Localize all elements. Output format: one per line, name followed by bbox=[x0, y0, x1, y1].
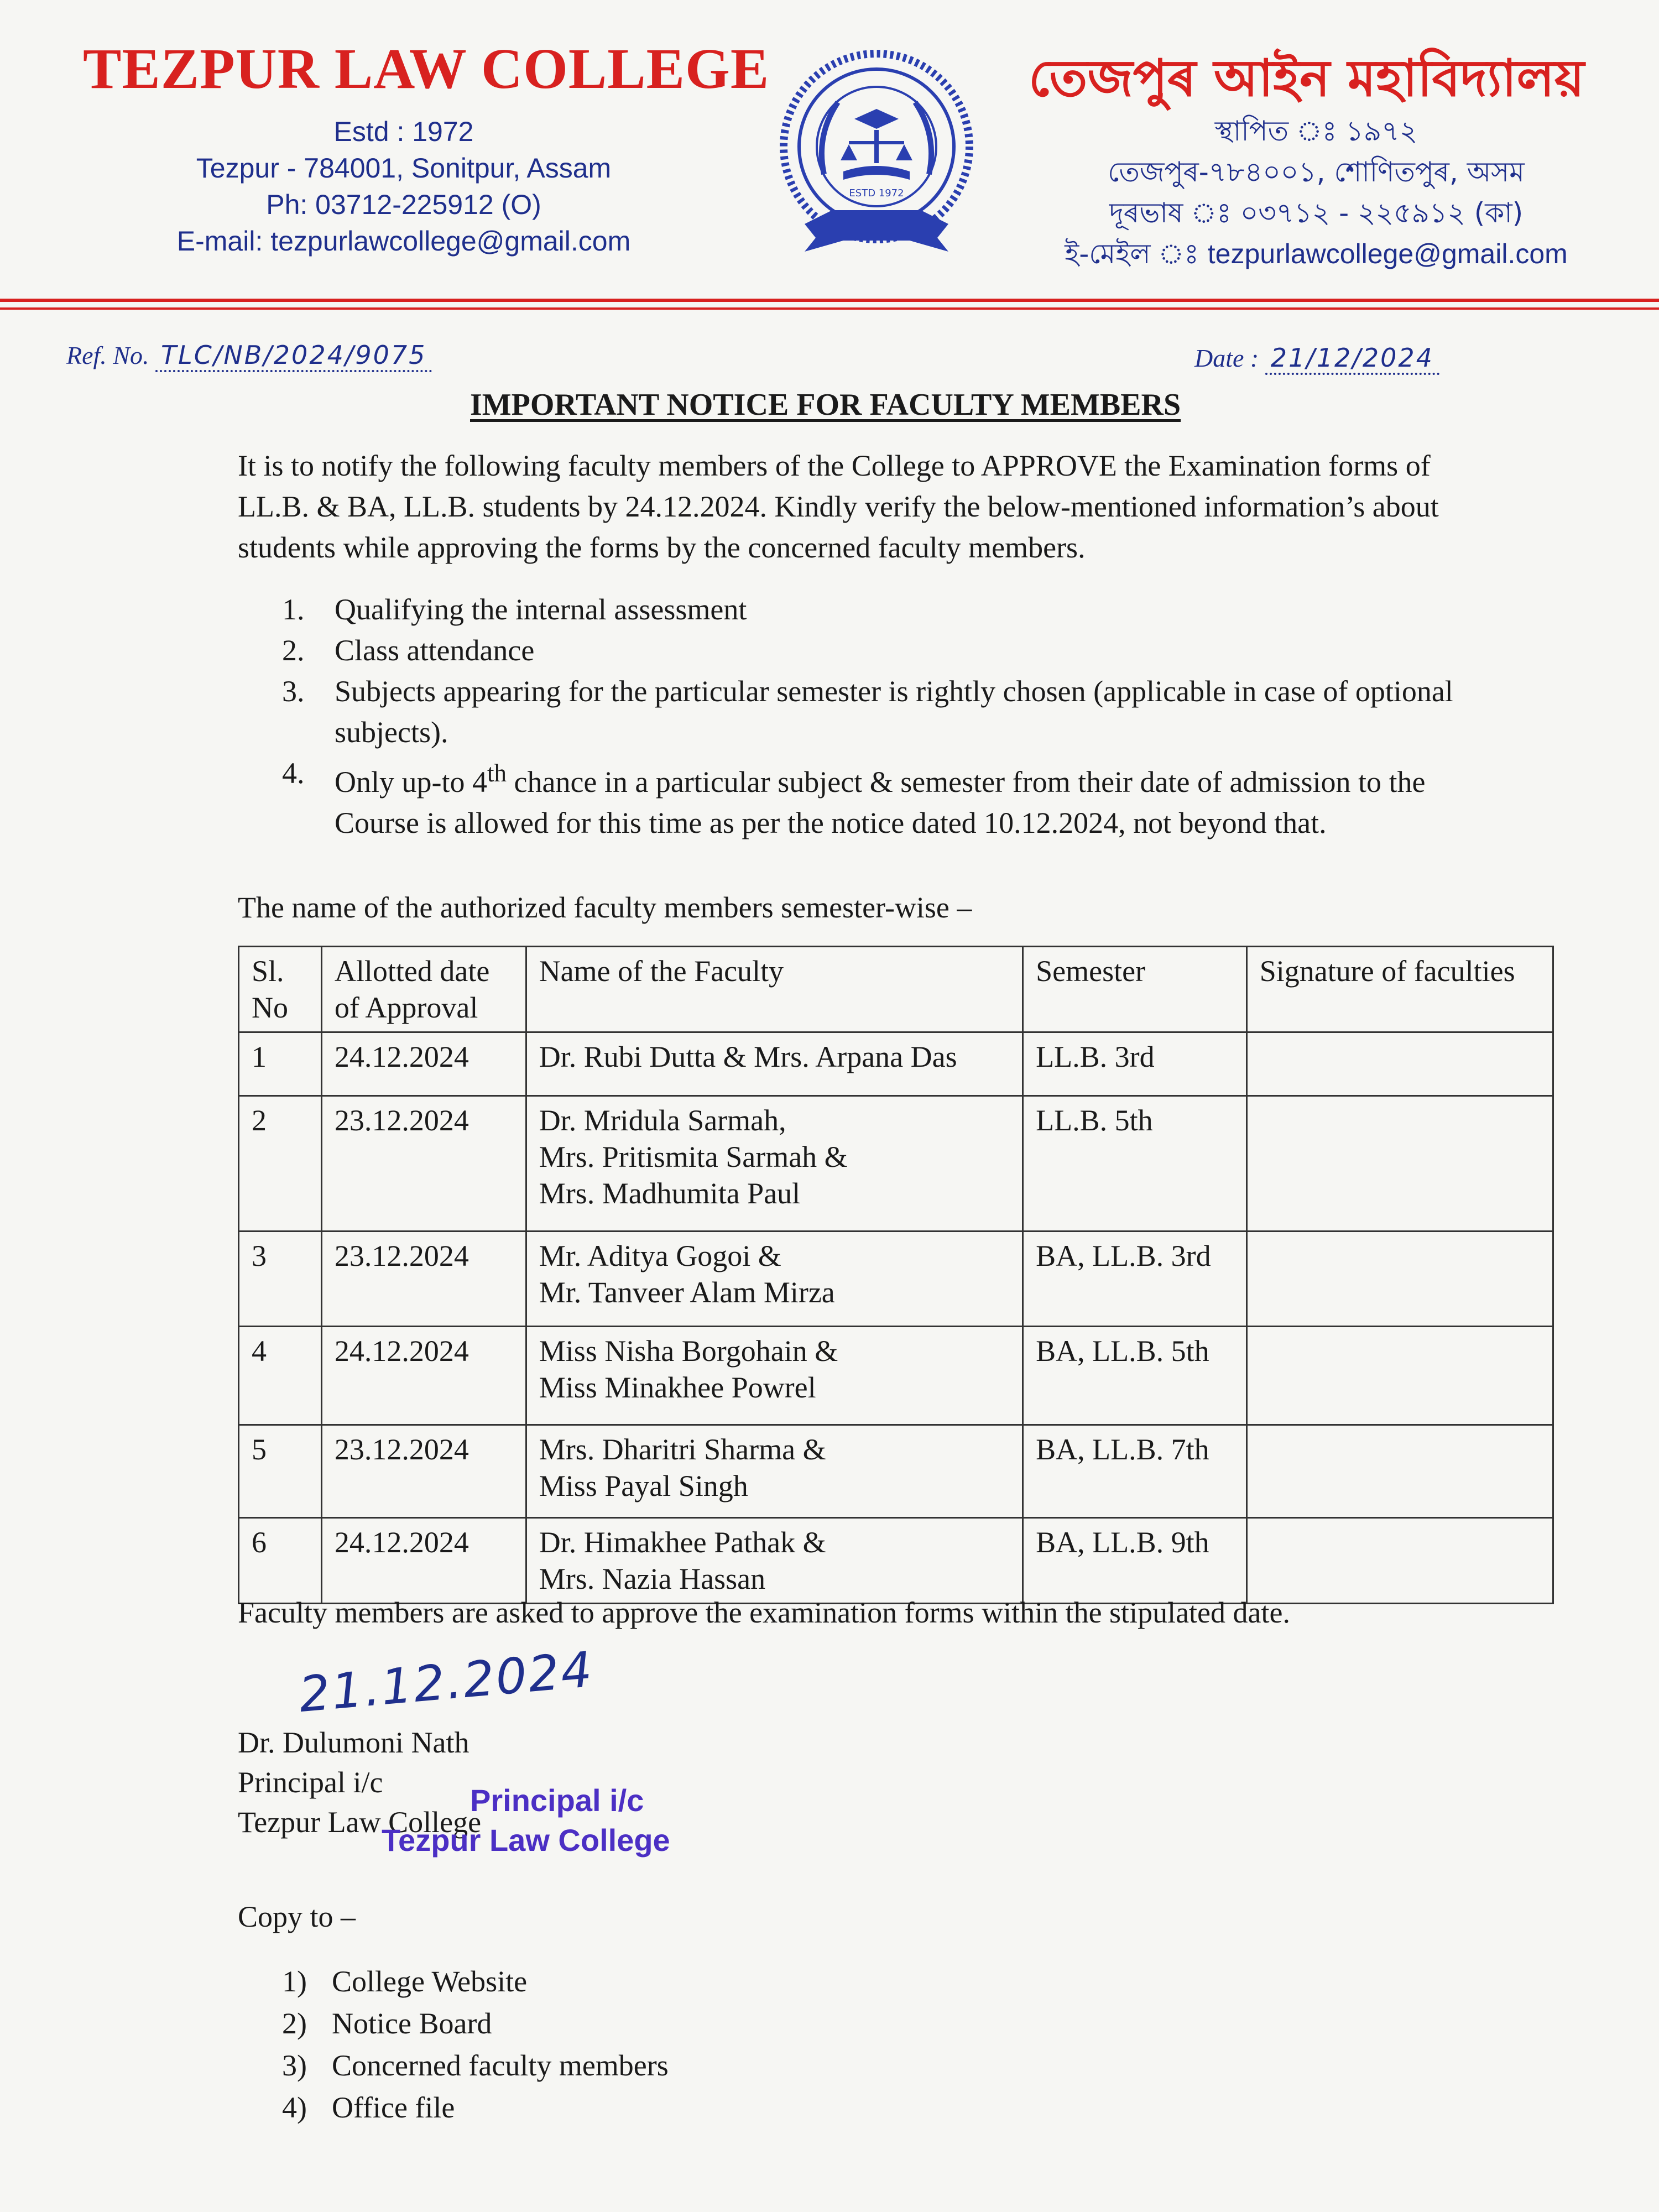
signatory-title: Principal i/c bbox=[238, 1766, 383, 1799]
list-item: 2) Notice Board bbox=[282, 2007, 492, 2040]
table-row: 2 23.12.2024 Dr. Mridula Sarmah, Mrs. Pritismita Sarmah & Mrs. Madhumita Paul LL.B. 5th bbox=[239, 1096, 1553, 1232]
estd-assamese: স্থাপিত ঃ ১৯৭২ bbox=[1214, 115, 1418, 147]
copy-to-list bbox=[282, 1960, 669, 2128]
signature-date-handwritten: 21.12.2024 bbox=[296, 1640, 596, 1724]
col-semester: Semester bbox=[1023, 947, 1247, 1032]
col-allotted-date: Allotted date of Approval bbox=[321, 947, 526, 1032]
list-item: 1) College Website bbox=[282, 1965, 528, 1998]
signatory-org: Tezpur Law College bbox=[238, 1806, 482, 1839]
col-faculty-name: Name of the Faculty bbox=[526, 947, 1022, 1032]
list-item: 2. Class attendance bbox=[282, 634, 535, 667]
college-seal-icon bbox=[771, 47, 982, 268]
college-name-english: TEZPUR LAW COLLEGE bbox=[83, 37, 770, 101]
ref-value: TLC/NB/2024/9075 bbox=[155, 340, 432, 372]
email-assamese bbox=[1040, 233, 1593, 274]
date-value: 21/12/2024 bbox=[1265, 343, 1439, 375]
email-english: E-mail: tezpurlawcollege@gmail.com bbox=[176, 226, 631, 257]
table-row: 6 24.12.2024 Dr. Himakhee Pathak & Mrs. Nazia Hassan BA, LL.B. 9th bbox=[239, 1518, 1553, 1604]
address-english: Tezpur - 784001, Sonitpur, Assam bbox=[196, 153, 612, 184]
table-row: 3 23.12.2024 Mr. Aditya Gogoi & Mr. Tanveer Alam Mirza BA, LL.B. 3rd bbox=[239, 1232, 1553, 1327]
list-item: 1. Qualifying the internal assessment bbox=[282, 593, 747, 626]
estd-english: Estd : 1972 bbox=[333, 116, 474, 147]
signatory-name: Dr. Dulumoni Nath bbox=[238, 1726, 469, 1759]
phone-assamese: দূৰভাষ ঃ ০৩৭১২ - ২২৫৯১২ (কা) bbox=[1109, 197, 1524, 229]
email-assamese-value: tezpurlawcollege@gmail.com bbox=[1207, 238, 1568, 269]
list-item: 3) Concerned faculty members bbox=[282, 2049, 669, 2082]
signature-cell bbox=[1246, 1327, 1553, 1425]
list-item: 3. Subjects appearing for the particular semester is rightly chosen (applicable in case of optional subjects). bbox=[282, 675, 1453, 749]
email-assamese-label: ই-মেইল ঃ bbox=[1065, 238, 1199, 270]
phone-english: Ph: 03712-225912 (O) bbox=[266, 189, 541, 220]
principal-stamp bbox=[382, 1781, 670, 1860]
ref-label: Ref. No. bbox=[66, 341, 149, 369]
verification-points bbox=[282, 589, 1471, 843]
college-name-assamese: তেজপুৰ আইন মহাবিদ্যালয় bbox=[1029, 49, 1585, 108]
signature-cell bbox=[1246, 1096, 1553, 1232]
signature-cell bbox=[1246, 1518, 1553, 1604]
date-label: Date : bbox=[1194, 344, 1259, 372]
stamp-line-1: Principal i/c bbox=[470, 1783, 644, 1818]
reference-number bbox=[66, 340, 432, 370]
notice-date bbox=[1194, 343, 1439, 373]
notice-intro: It is to notify the following faculty members of the College to APPROVE the Examination forms of LL.B. & BA, LL.B. students by 24.12.2024. Kindly verify the below-mentioned information’s about students while approving the forms by the concerned faculty members. bbox=[238, 449, 1439, 564]
table-row: 5 23.12.2024 Mrs. Dharitri Sharma & Miss Payal Singh BA, LL.B. 7th bbox=[239, 1425, 1553, 1518]
list-item: 4. Only up-to 4th chance in a particular subject & semester from their date of admission to the Course is allowed for this time as per the notice dated 10.12.2024, not beyond that. bbox=[282, 757, 1426, 839]
faculty-table bbox=[238, 946, 1554, 1604]
college-address-english bbox=[160, 113, 647, 259]
seal-estd-text: ESTD 1972 bbox=[849, 187, 904, 199]
stamp-line-2: Tezpur Law College bbox=[382, 1823, 670, 1858]
table-row: 1 24.12.2024 Dr. Rubi Dutta & Mrs. Arpana Das LL.B. 3rd bbox=[239, 1032, 1553, 1096]
address-assamese: তেজপুৰ-৭৮৪০০১, শোণিতপুৰ, অসম bbox=[1108, 156, 1525, 188]
signature-cell bbox=[1246, 1232, 1553, 1327]
table-header-row bbox=[239, 947, 1553, 1032]
signature-cell bbox=[1246, 1032, 1553, 1096]
header-divider bbox=[0, 299, 1659, 302]
copy-to-label: Copy to – bbox=[238, 1900, 356, 1933]
signature-cell bbox=[1246, 1425, 1553, 1518]
approval-note: Faculty members are asked to approve the examination forms within the stipulated date. bbox=[238, 1596, 1290, 1629]
col-signature: Signature of faculties bbox=[1246, 947, 1553, 1032]
col-sl-no: Sl. No bbox=[239, 947, 322, 1032]
header-divider-secondary bbox=[0, 307, 1659, 310]
authorized-faculty-label: The name of the authorized faculty members semester-wise – bbox=[238, 891, 972, 924]
notice-title: IMPORTANT NOTICE FOR FACULTY MEMBERS bbox=[470, 388, 1181, 422]
list-item: 4) Office file bbox=[282, 2091, 455, 2124]
table-row: 4 24.12.2024 Miss Nisha Borgohain & Miss Minakhee Powrel BA, LL.B. 5th bbox=[239, 1327, 1553, 1425]
college-address-assamese bbox=[1040, 111, 1593, 274]
